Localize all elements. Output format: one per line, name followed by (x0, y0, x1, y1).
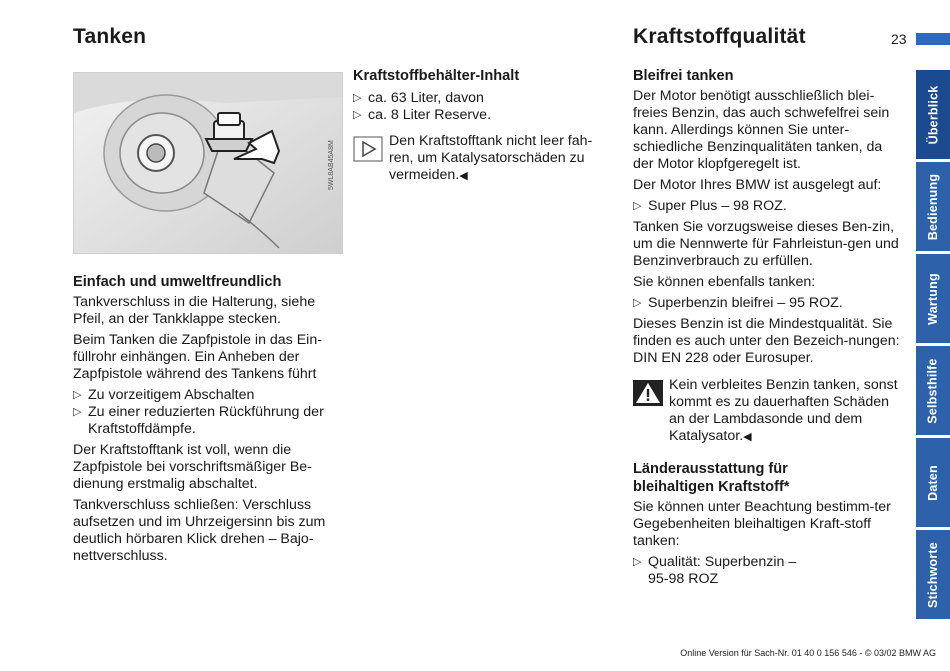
page-title-left: Tanken (73, 25, 147, 48)
note-text: Den Kraftstofftank nicht leer fah-ren, um Katalysatorschäden zu vermeiden. (389, 133, 593, 183)
triangle-bullet-icon: ▷ (633, 297, 642, 309)
paragraph: Der Kraftstofftank ist voll, wenn die Zapfpistole bei vorschriftsmäßiger Be-dienung erstmalig abschaltet. (73, 442, 312, 492)
tab-label: Daten (926, 464, 941, 501)
chapter-tabs (916, 70, 950, 622)
tab-label: Stichworte (926, 541, 940, 608)
triangle-bullet-icon: ▷ (73, 406, 82, 418)
paragraph: Sie können ebenfalls tanken: (633, 274, 816, 290)
end-mark-icon: ◀ (459, 170, 468, 182)
list-item (353, 90, 611, 107)
tab-label: Bedienung (926, 173, 941, 240)
section-title-einfach: Einfach und umweltfreundlich (73, 274, 282, 290)
note-box (353, 133, 611, 185)
section-title-laender-1: Länderausstattung für (633, 461, 788, 477)
list-item-text: Superbenzin bleifrei – 95 ROZ. (648, 295, 843, 311)
paragraph: Sie können unter Beachtung bestimm-ter Gegebenheiten bleihaltigen Kraft-stoff tanken: (633, 499, 891, 549)
paragraph: Der Motor benötigt ausschließlich blei-freies Benzin, das auch schwefelfrei sein kann. Allerdings können Sie unter-schiedliche Benzinqualitäten tanken, da der Motor klopfgeregelt ist. (633, 88, 890, 172)
list-item-text: Super Plus – 98 ROZ. (648, 198, 787, 214)
section-title-behaelter: Kraftstoffbehälter-Inhalt (353, 68, 520, 84)
triangle-bullet-icon: ▷ (633, 556, 642, 568)
paragraph: Dieses Benzin ist die Mindestqualität. Sie finden es auch unter den Bezeich-nungen: DIN EN 228 oder Eurosuper. (633, 316, 900, 366)
list-item-text: Zu vorzeitigem Abschalten (88, 387, 255, 403)
tab-label: Selbsthilfe (926, 357, 941, 424)
triangle-bullet-icon: ▷ (353, 109, 362, 121)
list-item (353, 107, 611, 124)
page-number: 23 (891, 31, 907, 47)
section-title-laender-2: bleihaltigen Kraftstoff* (633, 479, 790, 495)
paragraph: Beim Tanken die Zapfpistole in das Ein-füllrohr einhängen. Ein Anheben der Zapfpistole während des Tankens führt (73, 332, 322, 382)
tab-wartung[interactable] (916, 254, 950, 343)
list-item (73, 387, 343, 404)
page-title-right: Kraftstoffqualität (633, 25, 806, 48)
warning-text: Kein verbleites Benzin tanken, sonst kommt es zu dauerhaften Schäden an der Lambdasonde und dem Katalysator. (669, 377, 898, 444)
end-mark-icon: ◀ (743, 431, 752, 443)
list-item-text: ca. 8 Liter Reserve. (368, 107, 492, 123)
tab-daten[interactable] (916, 438, 950, 527)
list-item-text: Qualität: Superbenzin – (648, 554, 797, 570)
illustration-code: 5WL8AB45A8M (328, 140, 335, 190)
list-item (633, 554, 901, 588)
tab-ueberblick[interactable] (916, 70, 950, 159)
tab-label: Überblick (926, 85, 941, 144)
fuel-filler-image (74, 73, 342, 253)
list-item (73, 404, 343, 438)
footer-text: Online Version für Sach-Nr. 01 40 0 156 546 - © 03/02 BMW AG (680, 648, 936, 658)
paragraph: Der Motor Ihres BMW ist ausgelegt auf: (633, 177, 882, 193)
fuel-cap-illustration (73, 72, 343, 254)
paragraph: Tanken Sie vorzugsweise dieses Ben-zin, um die Nennwerte für Fahrleistun-gen und Benzinverbrauch zu erfüllen. (633, 219, 899, 269)
warning-icon (633, 380, 663, 406)
list-item-text: 95-98 ROZ (648, 571, 719, 587)
triangle-bullet-icon: ▷ (353, 92, 362, 104)
note-icon (353, 136, 383, 162)
paragraph: Tankverschluss schließen: Verschluss aufsetzen und im Uhrzeigersinn bis zum deutlich hörbaren Klick drehen – Bajo-nettverschluss. (73, 497, 326, 564)
paragraph: Tankverschluss in die Halterung, siehe Pfeil, an der Tankklappe stecken. (73, 294, 316, 327)
page-number-bar (916, 33, 950, 45)
list-item (633, 295, 901, 312)
triangle-bullet-icon: ▷ (633, 200, 642, 212)
tab-bedienung[interactable] (916, 162, 950, 251)
section-title-bleifrei: Bleifrei tanken (633, 68, 734, 84)
tab-selbsthilfe[interactable] (916, 346, 950, 435)
tab-label: Wartung (926, 272, 940, 325)
list-item-text: ca. 63 Liter, davon (368, 90, 484, 106)
list-item-text: Zu einer reduzierten Rückführung der Kraftstoffdämpfe. (88, 404, 324, 437)
warning-box (633, 377, 901, 446)
list-item (633, 198, 901, 215)
triangle-bullet-icon: ▷ (73, 389, 82, 401)
tab-stichworte[interactable] (916, 530, 950, 619)
